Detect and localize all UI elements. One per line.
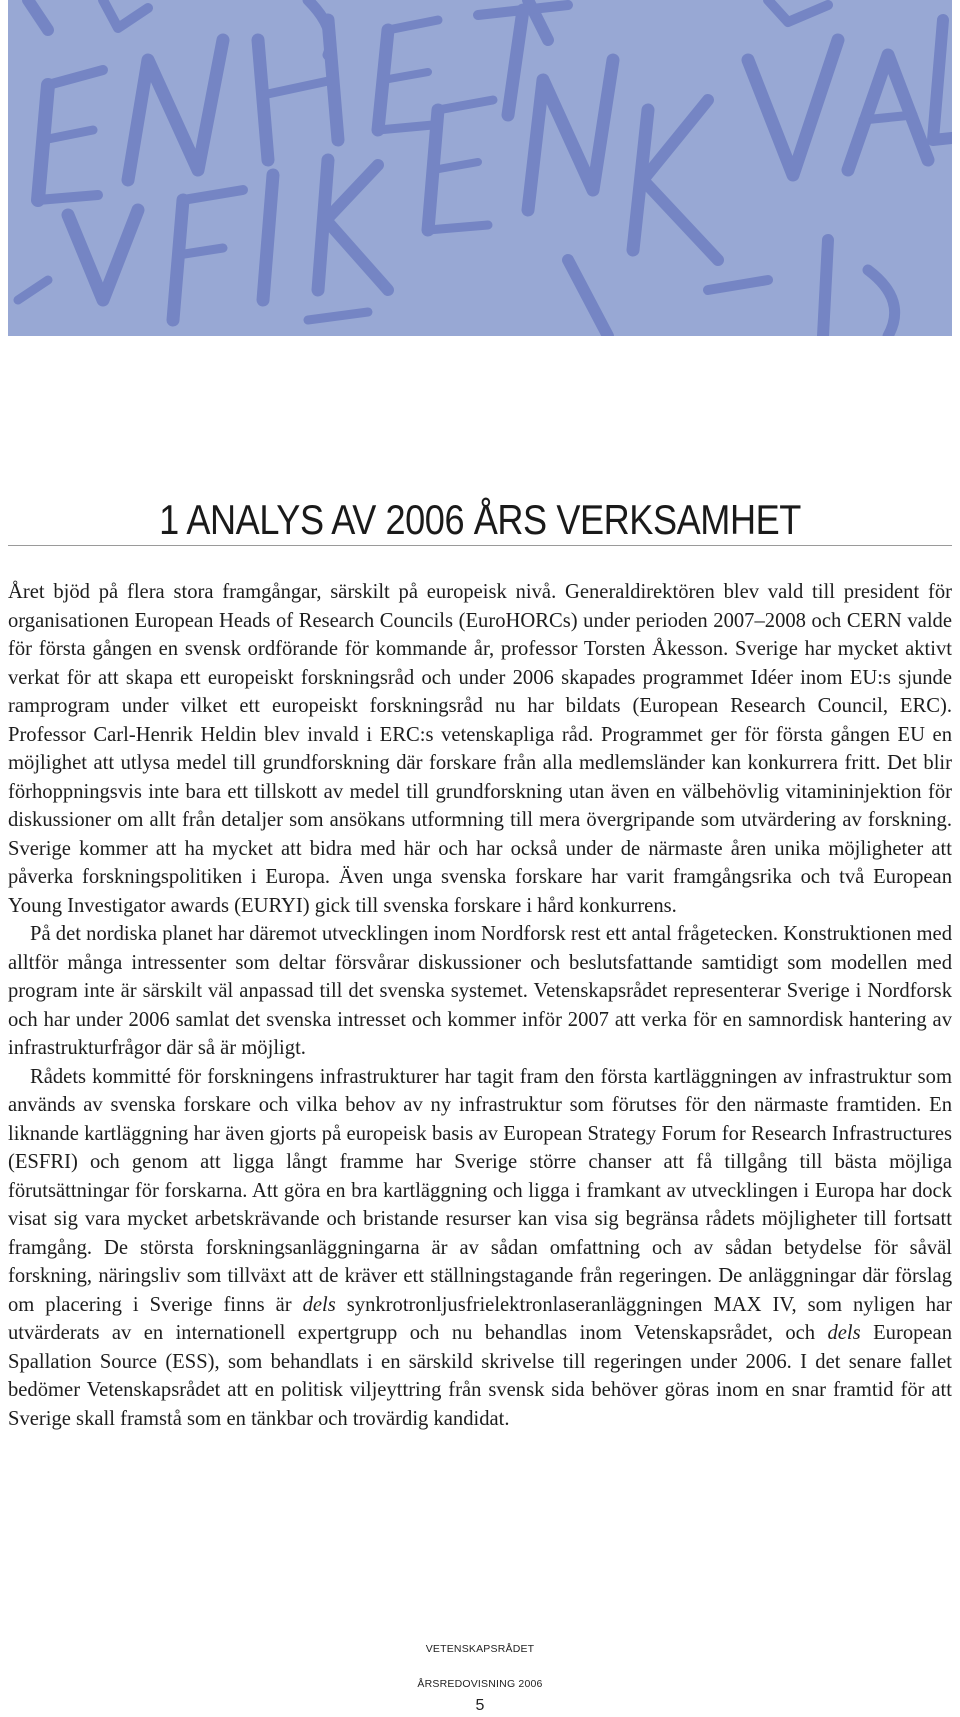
paragraph-text: Rådets kommitté för forskningens infrastrukturer har tagit fram den första kartläggningen av infrastruktur som används av svenska forskare och vilka behov av ny infrastruktur som förutses för den närmaste framtiden. En liknande kartläggning har även gjorts på europeisk basis av European Strategy Forum for Research Infrastructures (ESFRI) och genom att ligga långt framme har Sverige större chanser att få tillgång till bästa möjliga förutsättningar för forskarna. Att göra en bra kartläggning och ligga i framkant av utvecklingen i Europa har dock visat sig vara mycket arbetskrävande och bristande resurser kan visa sig begränsa rådets möjligheter till fortsatt framgång. De största forskningsanläggningarna är av sådan omfattning och av sådan betydelse för såväl forskning, näringsliv som tillväxt att de kräver ett ställningstagande från regeringen. De anläggningar där förslag om placering i Sverige finns är (8, 1065, 952, 1316)
body-text (8, 578, 952, 1433)
calligraphy-pattern-image (8, 0, 952, 336)
emphasis-text: dels (827, 1322, 861, 1344)
body-paragraph (8, 920, 952, 1063)
body-paragraph (8, 1063, 952, 1434)
footer-organization: VETENSKAPSRÅDET (425, 1643, 535, 1655)
paragraph-text: Året bjöd på flera stora framgångar, särskilt på europeisk nivå. Generaldirektören blev vald till president för organisationen European Heads of Research Councils (EuroHORCs) under perioden 2007–2008 och CERN valde för första gången en svensk ordförande för kommande år, professor Torsten Åkesson. Sverige har mycket aktivt verkat för att skapa ett europeiskt forskningsråd och under 2006 skapades programmet Idéer inom EU:s sjunde ramprogram under vilket ett europeiskt forskningsråd nu har bildats (European Research Council, ERC). Professor Carl-Henrik Heldin blev invald i ERC:s vetenskapliga råd. Programmet ger för första gången EU en möjlighet att utlysa medel till grundforskning där forskare från alla medlemsländer kan konkurrera fritt. Det blir förhoppningsvis inte bara ett tillskott av medel till grundforskning utan även en välbehövlig vitamininjektion för diskussioner om allt från detaljer som ansökans utformning till mera övergripande som utvärdering av forskning. Sverige kommer att ha mycket att bidra med här och har också under de närmaste åren unika möjligheter att påverka forskningspolitiken i Europa. Även unga svenska forskare har varit framgångsrika och två European Young Investigator awards (EURYI) gick till svenska forskare i hård konkurrens. (8, 581, 952, 917)
body-paragraph (8, 578, 952, 920)
page-number: 5 (475, 1697, 485, 1714)
page-title: 1 ANALYS AV 2006 ÅRS VERKSAMHET (159, 496, 801, 543)
paragraph-text: synkrotronljusfrielektronlaseranläggningen MAX IV, som nyligen har utvärderats av en internationell expertgrupp och nu behandlas inom Vetenskapsrådet, och (8, 1293, 953, 1344)
paragraph-text: På det nordiska planet har däremot utvecklingen inom Nordforsk rest ett antal frågetecken. Konstruktionen med alltför många intressenter som deltar försvårar diskussioner och beslutsfattande samtidigt som modellen med program inte är särskilt väl anpassad till det svenska systemet. Vetenskapsrådet representerar Sverige i Nordforsk och har under 2006 samlat det svenska intresset och kommer inför 2007 att verka för en samnordisk hantering av infrastrukturfrågor där så är möjligt. (8, 923, 952, 1059)
footer-report-title: ÅRSREDOVISNING 2006 (417, 1678, 543, 1690)
cover-banner (8, 0, 952, 336)
paragraph-text: European Spallation Source (ESS), som behandlats i en särskild skrivelse till regeringen under 2006. I det senare fallet bedömer Vetenskapsrådet att en politisk viljeyttring från svensk sida behöver göras inom en snar framtid för att Sverige skall framstå som en tänkbar och trovärdig kandidat. (8, 1322, 952, 1430)
emphasis-text: dels (302, 1293, 336, 1316)
title-divider (8, 545, 952, 546)
